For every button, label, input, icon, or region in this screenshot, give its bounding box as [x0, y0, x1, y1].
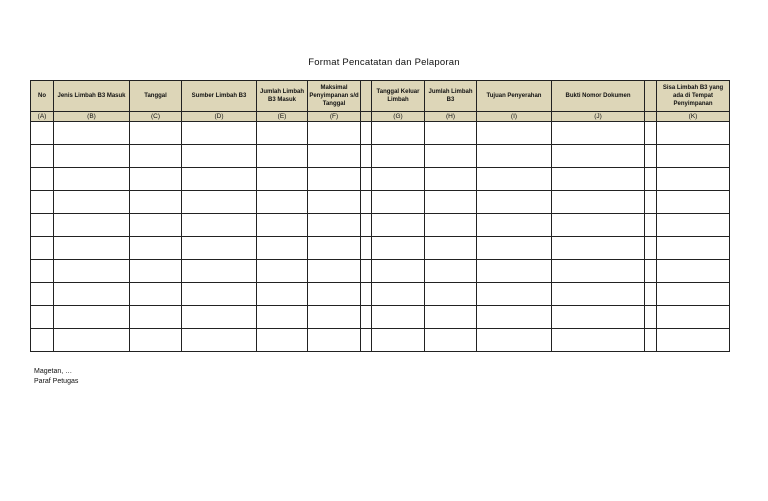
table-cell [425, 237, 477, 260]
table-cell [657, 306, 730, 329]
table-cell [54, 214, 130, 237]
table-cell [182, 306, 257, 329]
table-cell [477, 214, 552, 237]
column-letter: (C) [130, 112, 182, 122]
table-row [31, 329, 730, 352]
table-cell [372, 145, 425, 168]
table-cell [182, 283, 257, 306]
table-row [31, 283, 730, 306]
table-cell [425, 122, 477, 145]
table-cell [54, 191, 130, 214]
table-cell [477, 283, 552, 306]
table-cell [182, 191, 257, 214]
table-cell [130, 168, 182, 191]
table-row [31, 306, 730, 329]
table-cell [657, 168, 730, 191]
table-cell [425, 329, 477, 352]
table-cell [477, 191, 552, 214]
table-cell [257, 306, 308, 329]
table-cell [477, 329, 552, 352]
table-cell [425, 260, 477, 283]
table-cell [552, 214, 645, 237]
column-letter [645, 112, 657, 122]
table-cell [361, 168, 372, 191]
table-cell [130, 214, 182, 237]
col-header-bukti-nomor: Bukti Nomor Dokumen [552, 81, 645, 112]
table-cell [552, 306, 645, 329]
table-cell [308, 122, 361, 145]
table-cell [308, 260, 361, 283]
table-cell [31, 191, 54, 214]
table-row [31, 260, 730, 283]
table-cell [372, 214, 425, 237]
column-letter: (J) [552, 112, 645, 122]
table-cell [425, 191, 477, 214]
table-row [31, 191, 730, 214]
table-cell [372, 306, 425, 329]
table-cell [308, 283, 361, 306]
table-cell [645, 214, 657, 237]
table-cell [645, 168, 657, 191]
col-header-spacer-1 [361, 81, 372, 112]
table-cell [361, 283, 372, 306]
table-cell [54, 260, 130, 283]
table-cell [182, 237, 257, 260]
column-letter-row [31, 112, 730, 122]
table-cell [645, 306, 657, 329]
table-cell [257, 145, 308, 168]
table-cell [308, 329, 361, 352]
table-cell [372, 168, 425, 191]
table-cell [477, 145, 552, 168]
column-letter: (A) [31, 112, 54, 122]
table-cell [552, 122, 645, 145]
col-header-spacer-2 [645, 81, 657, 112]
table-cell [645, 329, 657, 352]
table-cell [645, 260, 657, 283]
table-cell [54, 122, 130, 145]
table-cell [645, 191, 657, 214]
table-cell [425, 214, 477, 237]
column-letter: (I) [477, 112, 552, 122]
column-letter: (H) [425, 112, 477, 122]
table-cell [645, 237, 657, 260]
table-cell [54, 145, 130, 168]
table-cell [130, 237, 182, 260]
table-row [31, 168, 730, 191]
table-cell [130, 283, 182, 306]
table-cell [477, 168, 552, 191]
table-cell [361, 260, 372, 283]
col-header-jenis-limbah: Jenis Limbah B3 Masuk [54, 81, 130, 112]
table-cell [361, 191, 372, 214]
table-cell [257, 260, 308, 283]
col-header-tanggal: Tanggal [130, 81, 182, 112]
table-row [31, 122, 730, 145]
table-cell [182, 168, 257, 191]
table-cell [361, 145, 372, 168]
table-cell [657, 237, 730, 260]
table-cell [552, 329, 645, 352]
table-cell [308, 145, 361, 168]
signature-label: Paraf Petugas [34, 378, 79, 385]
table-cell [361, 329, 372, 352]
table-cell [308, 191, 361, 214]
col-header-jumlah-masuk: Jumlah Limbah B3 Masuk [257, 81, 308, 112]
table-cell [130, 306, 182, 329]
table-cell [54, 237, 130, 260]
table-cell [31, 237, 54, 260]
table-cell [257, 122, 308, 145]
table-body [31, 122, 730, 352]
table-row [31, 214, 730, 237]
table-cell [308, 237, 361, 260]
table-cell [372, 237, 425, 260]
table-cell [552, 260, 645, 283]
table-cell [257, 168, 308, 191]
table-cell [477, 260, 552, 283]
table-cell [257, 214, 308, 237]
table-cell [552, 283, 645, 306]
table-cell [657, 191, 730, 214]
table-cell [372, 260, 425, 283]
table-cell [31, 214, 54, 237]
table-cell [31, 329, 54, 352]
table-cell [372, 122, 425, 145]
table-cell [130, 145, 182, 168]
col-header-sisa-limbah: Sisa Limbah B3 yang ada di Tempat Penyimpanan [657, 81, 730, 112]
table-cell [477, 237, 552, 260]
table-cell [657, 329, 730, 352]
table-cell [54, 283, 130, 306]
table-cell [130, 122, 182, 145]
table-cell [130, 191, 182, 214]
table-cell [31, 168, 54, 191]
table-cell [645, 145, 657, 168]
table-cell [361, 214, 372, 237]
table-cell [130, 260, 182, 283]
table-cell [372, 329, 425, 352]
header-row [31, 81, 730, 112]
table-cell [54, 168, 130, 191]
table-cell [425, 145, 477, 168]
place-date: Magetan, … [34, 368, 73, 375]
records-table [30, 80, 730, 352]
table-cell [425, 168, 477, 191]
column-letter: (F) [308, 112, 361, 122]
table-cell [257, 283, 308, 306]
table-cell [182, 260, 257, 283]
table-cell [657, 260, 730, 283]
col-header-no: No [31, 81, 54, 112]
col-header-sumber-limbah: Sumber Limbah B3 [182, 81, 257, 112]
table-cell [361, 122, 372, 145]
table-cell [552, 168, 645, 191]
table-cell [54, 329, 130, 352]
table-row [31, 237, 730, 260]
table-cell [552, 145, 645, 168]
table-cell [182, 122, 257, 145]
table-cell [657, 214, 730, 237]
table-cell [182, 214, 257, 237]
table-cell [657, 283, 730, 306]
table-cell [31, 260, 54, 283]
table-cell [182, 329, 257, 352]
col-header-tanggal-keluar: Tanggal Keluar Limbah [372, 81, 425, 112]
table-cell [182, 145, 257, 168]
column-letter: (B) [54, 112, 130, 122]
column-letter: (K) [657, 112, 730, 122]
table-cell [361, 306, 372, 329]
table-cell [361, 237, 372, 260]
table-cell [31, 306, 54, 329]
table-cell [31, 283, 54, 306]
column-letter [361, 112, 372, 122]
table-cell [308, 306, 361, 329]
table-cell [130, 329, 182, 352]
table-cell [425, 306, 477, 329]
table-cell [31, 145, 54, 168]
table-cell [372, 191, 425, 214]
table-cell [372, 283, 425, 306]
table-cell [645, 122, 657, 145]
col-header-tujuan-penyerahan: Tujuan Penyerahan [477, 81, 552, 112]
table-cell [308, 168, 361, 191]
col-header-maksimal-penyimpanan: Maksimal Penyimpanan s/d Tanggal [308, 81, 361, 112]
column-letter: (D) [182, 112, 257, 122]
col-header-jumlah-limbah: Jumlah Limbah B3 [425, 81, 477, 112]
table-cell [425, 283, 477, 306]
page-title: Format Pencatatan dan Pelaporan [308, 57, 460, 68]
table-cell [657, 122, 730, 145]
table-cell [477, 122, 552, 145]
table-cell [257, 191, 308, 214]
table-cell [308, 214, 361, 237]
table-cell [552, 191, 645, 214]
table-cell [552, 237, 645, 260]
column-letter: (E) [257, 112, 308, 122]
table-cell [257, 237, 308, 260]
table-cell [657, 145, 730, 168]
table-cell [645, 283, 657, 306]
table-cell [477, 306, 552, 329]
table-cell [54, 306, 130, 329]
table-cell [257, 329, 308, 352]
column-letter: (G) [372, 112, 425, 122]
table-cell [31, 122, 54, 145]
table-row [31, 145, 730, 168]
